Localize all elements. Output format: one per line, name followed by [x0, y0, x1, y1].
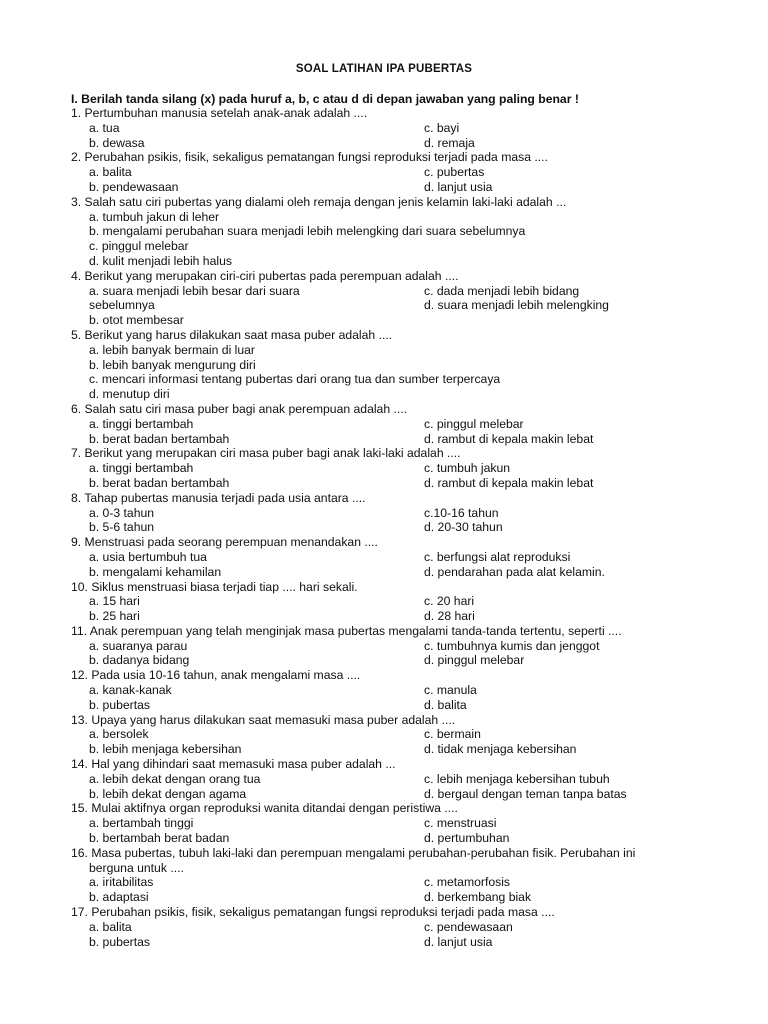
answer-option: a. 0-3 tahun: [89, 505, 155, 520]
answer-option: sebelumnya: [89, 298, 155, 313]
answer-option: a. iritabilitas: [89, 875, 154, 890]
question-text: 9. Menstruasi pada seorang perempuan menandakan ....: [71, 535, 378, 550]
answer-option: b. berat badan bertambah: [89, 431, 230, 446]
option-row: [71, 136, 721, 151]
answer-option: b. mengalami perubahan suara menjadi lebih melengking dari suara sebelumnya: [89, 224, 526, 239]
option-row: [71, 520, 721, 535]
answer-option: b. lebih banyak mengurung diri: [89, 357, 256, 372]
question-item: [71, 757, 721, 801]
option-row: [71, 594, 721, 609]
option-row: [71, 565, 721, 580]
answer-option: c. dada menjadi lebih bidang: [424, 283, 580, 298]
answer-option: c. lebih menjaga kebersihan tubuh: [424, 771, 610, 786]
answer-option: d. 28 hari: [424, 609, 475, 624]
answer-option: d. pertumbuhan: [424, 831, 510, 846]
answer-option: a. usia bertumbuh tua: [89, 549, 207, 564]
question-item: [71, 801, 721, 845]
answer-option: b. bertambah berat badan: [89, 831, 230, 846]
answer-option: c. tumbuh jakun: [424, 461, 511, 476]
question-item: [71, 150, 721, 194]
answer-option: c. tumbuhnya kumis dan jenggot: [424, 638, 600, 653]
option-row: [71, 920, 721, 935]
option-row: [71, 387, 721, 402]
answer-option: d. suara menjadi lebih melengking: [424, 298, 609, 313]
answer-option: a. tumbuh jakun di leher: [89, 209, 220, 224]
question-item: [71, 402, 721, 446]
question-text: 2. Perubahan psikis, fisik, sekaligus pematangan fungsi reproduksi terjadi pada masa ....: [71, 150, 548, 165]
answer-option: d. pendarahan pada alat kelamin.: [424, 564, 605, 579]
answer-option: d. tidak menjaga kebersihan: [424, 742, 577, 757]
answer-option: a. lebih banyak bermain di luar: [89, 342, 255, 357]
option-row: [71, 121, 721, 136]
option-row: [71, 816, 721, 831]
answer-option: d. lanjut usia: [424, 179, 493, 194]
answer-option: b. dadanya bidang: [89, 653, 190, 668]
answer-option: a. bertambah tinggi: [89, 816, 194, 831]
answer-option: c. bayi: [424, 120, 460, 135]
option-row: [71, 698, 721, 713]
option-row: [71, 372, 721, 387]
option-row: [71, 683, 721, 698]
question-item: [71, 106, 721, 150]
answer-option: b. lebih dekat dengan agama: [89, 786, 247, 801]
question-text: 5. Berikut yang harus dilakukan saat masa puber adalah ....: [71, 327, 393, 342]
option-row: [71, 890, 721, 905]
answer-option: c. 20 hari: [424, 594, 475, 609]
question-text: 3. Salah satu ciri pubertas yang dialami oleh remaja dengan jenis kelamin laki-laki adalah ...: [71, 194, 567, 209]
question-text: 8. Tahap pubertas manusia terjadi pada usia antara ....: [71, 490, 366, 505]
option-row: [71, 727, 721, 742]
answer-option: d. berkembang biak: [424, 890, 532, 905]
option-row: [71, 417, 721, 432]
question-item: [71, 905, 721, 949]
question-text: 11. Anak perempuan yang telah menginjak masa pubertas mengalami tanda-tanda tertentu, seperti ....: [71, 623, 622, 638]
option-row: [71, 742, 721, 757]
answer-option: b. 5-6 tahun: [89, 520, 155, 535]
question-text: 1. Pertumbuhan manusia setelah anak-anak adalah ....: [71, 106, 368, 120]
question-text: 13. Upaya yang harus dilakukan saat memasuki masa puber adalah ....: [71, 712, 456, 727]
answer-option: c.10-16 tahun: [424, 505, 499, 520]
question-text: 15. Mulai aktifnya organ reproduksi wanita ditandai dengan peristiwa ....: [71, 801, 458, 816]
answer-option: b. dewasa: [89, 135, 145, 150]
answer-option: b. mengalami kehamilan: [89, 564, 222, 579]
question-text: 14. Hal yang dihindari saat memasuki masa puber adalah ...: [71, 757, 396, 772]
answer-option: c. pinggul melebar: [424, 416, 524, 431]
answer-option: a. tinggi bertambah: [89, 416, 194, 431]
answer-option: a. bersolek: [89, 727, 149, 742]
answer-option: b. pendewasaan: [89, 179, 179, 194]
option-row: [71, 831, 721, 846]
answer-option: d. bergaul dengan teman tanpa batas: [424, 786, 627, 801]
option-row: [71, 180, 721, 195]
question-item: [71, 624, 721, 668]
option-row: [71, 284, 721, 299]
answer-option: c. pubertas: [424, 165, 485, 180]
option-row: [71, 506, 721, 521]
question-text: 4. Berikut yang merupakan ciri-ciri pubertas pada perempuan adalah ....: [71, 268, 459, 283]
answer-option: c. menstruasi: [424, 816, 497, 831]
option-row: [71, 772, 721, 787]
answer-option: d. lanjut usia: [424, 934, 493, 949]
option-row: [71, 343, 721, 358]
answer-option: d. balita: [424, 697, 467, 712]
answer-option: c. mencari informasi tentang pubertas dari orang tua dan sumber terpercaya: [89, 372, 501, 387]
answer-option: b. otot membesar: [89, 313, 184, 328]
option-row: [71, 358, 721, 373]
answer-option: c. pendewasaan: [424, 919, 513, 934]
option-row: [71, 298, 721, 313]
option-row: [71, 239, 721, 254]
option-row: [71, 639, 721, 654]
option-row: [71, 875, 721, 890]
answer-option: b. adaptasi: [89, 890, 149, 905]
question-text: 6. Salah satu ciri masa puber bagi anak perempuan adalah ....: [71, 401, 408, 416]
question-text: 16. Masa pubertas, tubuh laki-laki dan perempuan mengalami perubahan-perubahan fisik. Perubahan ini: [71, 845, 636, 860]
question-item: [71, 580, 721, 624]
question-text: 12. Pada usia 10-16 tahun, anak mengalami masa ....: [71, 668, 361, 683]
option-row: [71, 550, 721, 565]
question-text: 17. Perubahan psikis, fisik, sekaligus pematangan fungsi reproduksi terjadi pada masa ....: [71, 905, 555, 920]
answer-option: c. manula: [424, 683, 477, 698]
question-item: [71, 535, 721, 579]
answer-option: b. pubertas: [89, 934, 150, 949]
question-text: 7. Berikut yang merupakan ciri masa puber bagi anak laki-laki adalah ....: [71, 446, 461, 461]
question-item: [71, 446, 721, 490]
answer-option: a. suaranya parau: [89, 638, 188, 653]
answer-option: b. lebih menjaga kebersihan: [89, 742, 242, 757]
question-item: [71, 846, 721, 905]
option-row: [71, 432, 721, 447]
option-row: [71, 254, 721, 269]
option-row: [71, 787, 721, 802]
answer-option: c. metamorfosis: [424, 875, 511, 890]
answer-option: d. rambut di kepala makin lebat: [424, 431, 594, 446]
option-row: [71, 609, 721, 624]
answer-option: a. tinggi bertambah: [89, 461, 194, 476]
option-row: [71, 461, 721, 476]
question-item: [71, 668, 721, 712]
answer-option: b. pubertas: [89, 697, 150, 712]
answer-option: b. 25 hari: [89, 609, 140, 624]
instruction-text: I. Berilah tanda silang (x) pada huruf a, b, c atau d di depan jawaban yang paling benar !: [71, 92, 579, 106]
answer-option: d. rambut di kepala makin lebat: [424, 475, 594, 490]
option-row: [71, 313, 721, 328]
answer-option: a. balita: [89, 165, 132, 180]
question-item: [71, 269, 721, 328]
option-row: [71, 210, 721, 225]
answer-option: a. tua: [89, 120, 120, 135]
answer-option: d. 20-30 tahun: [424, 520, 503, 535]
answer-option: c. pinggul melebar: [89, 239, 189, 254]
question-item: [71, 195, 721, 269]
question-item: [71, 491, 721, 535]
answer-option: d. menutup diri: [89, 387, 170, 402]
answer-option: a. kanak-kanak: [89, 683, 172, 698]
question-list: [71, 106, 721, 949]
question-item: [71, 328, 721, 402]
option-row: [71, 935, 721, 950]
answer-option: a. balita: [89, 919, 132, 934]
answer-option: d. kulit menjadi lebih halus: [89, 253, 232, 268]
answer-option: c. bermain: [424, 727, 481, 742]
answer-option: a. 15 hari: [89, 594, 140, 609]
question-text: 10. Siklus menstruasi biasa terjadi tiap .... hari sekali.: [71, 579, 358, 594]
question-text: berguna untuk ....: [89, 860, 184, 875]
answer-option: a. lebih dekat dengan orang tua: [89, 771, 261, 786]
option-row: [71, 224, 721, 239]
question-item: [71, 713, 721, 757]
answer-option: b. berat badan bertambah: [89, 475, 230, 490]
option-row: [71, 476, 721, 491]
option-row: [71, 653, 721, 668]
answer-option: d. remaja: [424, 135, 475, 150]
option-row: [71, 165, 721, 180]
page-title: SOAL LATIHAN IPA PUBERTAS: [295, 63, 473, 75]
answer-option: c. berfungsi alat reproduksi: [424, 549, 571, 564]
answer-option: d. pinggul melebar: [424, 653, 525, 668]
answer-option: a. suara menjadi lebih besar dari suara: [89, 283, 300, 298]
